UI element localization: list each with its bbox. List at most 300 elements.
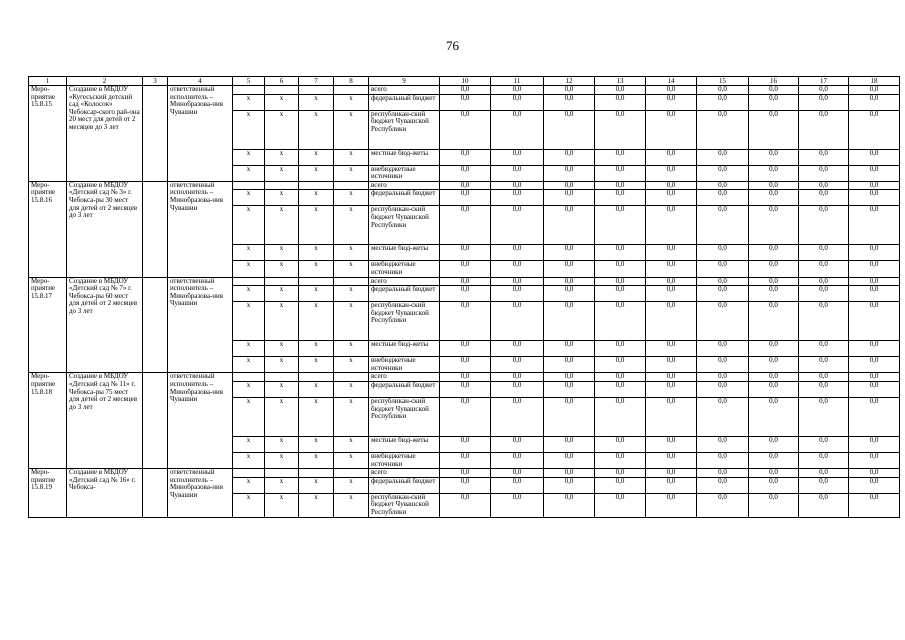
funding-source: местные бюд-жеты xyxy=(369,245,440,261)
amount-cell: 0,0 xyxy=(749,110,799,149)
amount-cell: 0,0 xyxy=(440,190,491,206)
amount-cell: 0,0 xyxy=(491,206,544,245)
x-mark-cell: x xyxy=(334,436,369,452)
amount-cell: 0,0 xyxy=(595,277,646,286)
amount-cell: 0,0 xyxy=(544,373,595,382)
event-executor: ответственный исполнитель – Минобразова-ния Чувашии xyxy=(168,277,233,373)
amount-cell: 0,0 xyxy=(749,181,799,190)
x-mark-cell: x xyxy=(299,357,334,373)
amount-cell: 0,0 xyxy=(697,357,749,373)
x-mark-cell: x xyxy=(334,397,369,436)
column-header: 6 xyxy=(265,77,299,86)
x-mark-cell: x xyxy=(233,286,265,302)
amount-cell: 0,0 xyxy=(595,94,646,110)
page-number: 76 xyxy=(446,38,459,53)
funding-source: республикан-ский бюджет Чувашской Республики xyxy=(369,302,440,341)
amount-cell: 0,0 xyxy=(595,493,646,517)
event-id: Меро-приятие 15.8.15 xyxy=(29,86,67,182)
amount-cell: 0,0 xyxy=(491,493,544,517)
amount-cell: 0,0 xyxy=(544,277,595,286)
event-executor: ответственный исполнитель – Минобразова-ния Чувашии xyxy=(168,86,233,182)
amount-cell: 0,0 xyxy=(646,277,697,286)
amount-cell: 0,0 xyxy=(595,245,646,261)
amount-cell: 0,0 xyxy=(491,86,544,95)
amount-cell: 0,0 xyxy=(646,206,697,245)
x-mark-cell xyxy=(334,86,369,95)
x-mark-cell: x xyxy=(233,245,265,261)
amount-cell: 0,0 xyxy=(491,436,544,452)
amount-cell: 0,0 xyxy=(749,477,799,493)
amount-cell: 0,0 xyxy=(749,149,799,165)
event-col3 xyxy=(143,277,168,373)
x-mark-cell: x xyxy=(334,165,369,181)
amount-cell: 0,0 xyxy=(595,452,646,468)
amount-cell: 0,0 xyxy=(595,206,646,245)
column-header: 5 xyxy=(233,77,265,86)
amount-cell: 0,0 xyxy=(440,452,491,468)
x-mark-cell: x xyxy=(265,110,299,149)
amount-cell: 0,0 xyxy=(799,493,849,517)
amount-cell: 0,0 xyxy=(440,397,491,436)
x-mark-cell: x xyxy=(334,452,369,468)
amount-cell: 0,0 xyxy=(440,341,491,357)
amount-cell: 0,0 xyxy=(544,302,595,341)
x-mark-cell: x xyxy=(299,190,334,206)
amount-cell: 0,0 xyxy=(440,493,491,517)
x-mark-cell: x xyxy=(233,149,265,165)
amount-cell: 0,0 xyxy=(491,477,544,493)
event-id: Меро-приятие 15.8.18 xyxy=(29,373,67,469)
x-mark-cell: x xyxy=(265,381,299,397)
amount-cell: 0,0 xyxy=(440,436,491,452)
x-mark-cell: x xyxy=(334,206,369,245)
amount-cell: 0,0 xyxy=(440,373,491,382)
amount-cell: 0,0 xyxy=(849,94,900,110)
column-header: 12 xyxy=(544,77,595,86)
amount-cell: 0,0 xyxy=(544,110,595,149)
amount-cell: 0,0 xyxy=(646,94,697,110)
column-header: 15 xyxy=(697,77,749,86)
amount-cell: 0,0 xyxy=(799,86,849,95)
x-mark-cell xyxy=(233,277,265,286)
amount-cell: 0,0 xyxy=(595,149,646,165)
x-mark-cell xyxy=(299,373,334,382)
amount-cell: 0,0 xyxy=(799,94,849,110)
amount-cell: 0,0 xyxy=(440,94,491,110)
event-description: Создание в МБДОУ «Детский сад № 16» г. Чебокса- xyxy=(67,469,143,517)
amount-cell: 0,0 xyxy=(491,381,544,397)
funding-source: федеральный бюджет xyxy=(369,477,440,493)
amount-cell: 0,0 xyxy=(440,381,491,397)
x-mark-cell: x xyxy=(265,165,299,181)
amount-cell: 0,0 xyxy=(799,452,849,468)
amount-cell: 0,0 xyxy=(646,181,697,190)
amount-cell: 0,0 xyxy=(646,493,697,517)
event-col3 xyxy=(143,373,168,469)
x-mark-cell: x xyxy=(334,110,369,149)
x-mark-cell xyxy=(334,469,369,478)
x-mark-cell xyxy=(334,277,369,286)
x-mark-cell xyxy=(265,373,299,382)
amount-cell: 0,0 xyxy=(749,86,799,95)
amount-cell: 0,0 xyxy=(749,206,799,245)
funding-source: внебюджетные источники xyxy=(369,261,440,277)
x-mark-cell: x xyxy=(334,381,369,397)
amount-cell: 0,0 xyxy=(697,469,749,478)
amount-cell: 0,0 xyxy=(799,190,849,206)
amount-cell: 0,0 xyxy=(697,381,749,397)
table-row xyxy=(29,277,900,286)
amount-cell: 0,0 xyxy=(491,149,544,165)
event-description: Создание в МБДОУ «Кугесьский детский сад «Колосок» Чебоксар-ского рай-она 20 мест для детей от 2 месяцев до 3 лет xyxy=(67,86,143,182)
amount-cell: 0,0 xyxy=(697,452,749,468)
amount-cell: 0,0 xyxy=(749,373,799,382)
amount-cell: 0,0 xyxy=(646,397,697,436)
amount-cell: 0,0 xyxy=(491,286,544,302)
x-mark-cell: x xyxy=(233,165,265,181)
amount-cell: 0,0 xyxy=(544,477,595,493)
x-mark-cell xyxy=(334,181,369,190)
x-mark-cell: x xyxy=(265,261,299,277)
amount-cell: 0,0 xyxy=(749,277,799,286)
amount-cell: 0,0 xyxy=(749,397,799,436)
x-mark-cell: x xyxy=(299,381,334,397)
column-header: 18 xyxy=(849,77,900,86)
amount-cell: 0,0 xyxy=(440,165,491,181)
column-header: 13 xyxy=(595,77,646,86)
amount-cell: 0,0 xyxy=(799,206,849,245)
x-mark-cell: x xyxy=(265,94,299,110)
x-mark-cell xyxy=(299,181,334,190)
x-mark-cell: x xyxy=(299,493,334,517)
x-mark-cell: x xyxy=(334,286,369,302)
x-mark-cell: x xyxy=(299,149,334,165)
funding-source: внебюджетные источники xyxy=(369,452,440,468)
amount-cell: 0,0 xyxy=(595,341,646,357)
x-mark-cell: x xyxy=(265,493,299,517)
amount-cell: 0,0 xyxy=(440,261,491,277)
x-mark-cell: x xyxy=(334,149,369,165)
event-id: Меро-приятие 15.8.19 xyxy=(29,469,67,517)
table-row xyxy=(29,373,900,382)
amount-cell: 0,0 xyxy=(491,181,544,190)
x-mark-cell xyxy=(299,86,334,95)
x-mark-cell xyxy=(334,373,369,382)
x-mark-cell: x xyxy=(233,493,265,517)
amount-cell: 0,0 xyxy=(646,110,697,149)
amount-cell: 0,0 xyxy=(595,436,646,452)
funding-source: местные бюд-жеты xyxy=(369,436,440,452)
x-mark-cell: x xyxy=(265,302,299,341)
event-id: Меро-приятие 15.8.17 xyxy=(29,277,67,373)
x-mark-cell: x xyxy=(265,397,299,436)
amount-cell: 0,0 xyxy=(595,357,646,373)
event-description: Создание в МБДОУ «Детский сад № 7» г. Чебокса-ры 60 мест для детей от 2 месяцев до 3 лет xyxy=(67,277,143,373)
amount-cell: 0,0 xyxy=(544,381,595,397)
x-mark-cell: x xyxy=(299,477,334,493)
amount-cell: 0,0 xyxy=(491,94,544,110)
x-mark-cell: x xyxy=(334,477,369,493)
x-mark-cell: x xyxy=(233,357,265,373)
amount-cell: 0,0 xyxy=(491,341,544,357)
amount-cell: 0,0 xyxy=(697,86,749,95)
amount-cell: 0,0 xyxy=(544,469,595,478)
x-mark-cell: x xyxy=(299,261,334,277)
amount-cell: 0,0 xyxy=(697,149,749,165)
amount-cell: 0,0 xyxy=(749,94,799,110)
amount-cell: 0,0 xyxy=(849,302,900,341)
x-mark-cell: x xyxy=(299,397,334,436)
amount-cell: 0,0 xyxy=(595,286,646,302)
column-header: 1 xyxy=(29,77,67,86)
amount-cell: 0,0 xyxy=(697,245,749,261)
x-mark-cell: x xyxy=(334,261,369,277)
column-header: 2 xyxy=(67,77,143,86)
amount-cell: 0,0 xyxy=(799,149,849,165)
amount-cell: 0,0 xyxy=(646,469,697,478)
x-mark-cell xyxy=(233,469,265,478)
amount-cell: 0,0 xyxy=(749,381,799,397)
x-mark-cell: x xyxy=(265,286,299,302)
amount-cell: 0,0 xyxy=(595,302,646,341)
x-mark-cell: x xyxy=(233,302,265,341)
amount-cell: 0,0 xyxy=(595,469,646,478)
amount-cell: 0,0 xyxy=(697,190,749,206)
column-header: 14 xyxy=(646,77,697,86)
amount-cell: 0,0 xyxy=(544,436,595,452)
amount-cell: 0,0 xyxy=(849,436,900,452)
x-mark-cell xyxy=(233,373,265,382)
event-executor: ответственный исполнитель – Минобразова-ния Чувашии xyxy=(168,181,233,277)
header-row xyxy=(29,77,900,86)
amount-cell: 0,0 xyxy=(849,86,900,95)
amount-cell: 0,0 xyxy=(799,110,849,149)
amount-cell: 0,0 xyxy=(749,469,799,478)
event-col3 xyxy=(143,86,168,182)
x-mark-cell: x xyxy=(299,436,334,452)
funding-source: местные бюд-жеты xyxy=(369,149,440,165)
event-description: Создание в МБДОУ «Детский сад № 11» г. Чебокса-ры 75 мест для детей от 2 месяцев до 3 лет xyxy=(67,373,143,469)
x-mark-cell xyxy=(233,181,265,190)
amount-cell: 0,0 xyxy=(491,452,544,468)
amount-cell: 0,0 xyxy=(799,341,849,357)
x-mark-cell: x xyxy=(265,341,299,357)
x-mark-cell: x xyxy=(334,245,369,261)
amount-cell: 0,0 xyxy=(491,397,544,436)
amount-cell: 0,0 xyxy=(749,357,799,373)
amount-cell: 0,0 xyxy=(799,181,849,190)
amount-cell: 0,0 xyxy=(849,149,900,165)
amount-cell: 0,0 xyxy=(595,373,646,382)
amount-cell: 0,0 xyxy=(544,245,595,261)
x-mark-cell: x xyxy=(299,245,334,261)
event-description: Создание в МБДОУ «Детский сад № 3» г. Чебокса-ры 30 мест для детей от 2 месяцев до 3 лет xyxy=(67,181,143,277)
amount-cell: 0,0 xyxy=(595,86,646,95)
amount-cell: 0,0 xyxy=(544,190,595,206)
amount-cell: 0,0 xyxy=(749,190,799,206)
amount-cell: 0,0 xyxy=(697,397,749,436)
amount-cell: 0,0 xyxy=(440,86,491,95)
event-col3 xyxy=(143,469,168,517)
amount-cell: 0,0 xyxy=(544,341,595,357)
x-mark-cell: x xyxy=(233,206,265,245)
amount-cell: 0,0 xyxy=(697,181,749,190)
amount-cell: 0,0 xyxy=(440,110,491,149)
x-mark-cell: x xyxy=(299,206,334,245)
x-mark-cell: x xyxy=(265,149,299,165)
x-mark-cell xyxy=(265,181,299,190)
x-mark-cell: x xyxy=(265,206,299,245)
amount-cell: 0,0 xyxy=(440,477,491,493)
amount-cell: 0,0 xyxy=(849,381,900,397)
amount-cell: 0,0 xyxy=(697,493,749,517)
funding-table xyxy=(28,76,900,518)
amount-cell: 0,0 xyxy=(697,477,749,493)
x-mark-cell: x xyxy=(233,436,265,452)
amount-cell: 0,0 xyxy=(646,341,697,357)
amount-cell: 0,0 xyxy=(749,286,799,302)
column-header: 3 xyxy=(143,77,168,86)
amount-cell: 0,0 xyxy=(799,381,849,397)
amount-cell: 0,0 xyxy=(849,397,900,436)
amount-cell: 0,0 xyxy=(491,373,544,382)
amount-cell: 0,0 xyxy=(544,357,595,373)
amount-cell: 0,0 xyxy=(544,452,595,468)
column-header: 17 xyxy=(799,77,849,86)
funding-source: местные бюд-жеты xyxy=(369,341,440,357)
amount-cell: 0,0 xyxy=(646,452,697,468)
amount-cell: 0,0 xyxy=(799,477,849,493)
amount-cell: 0,0 xyxy=(799,357,849,373)
amount-cell: 0,0 xyxy=(697,110,749,149)
funding-source: внебюджетные источники xyxy=(369,165,440,181)
amount-cell: 0,0 xyxy=(440,469,491,478)
amount-cell: 0,0 xyxy=(849,341,900,357)
amount-cell: 0,0 xyxy=(544,149,595,165)
amount-cell: 0,0 xyxy=(544,286,595,302)
amount-cell: 0,0 xyxy=(697,261,749,277)
x-mark-cell: x xyxy=(334,94,369,110)
amount-cell: 0,0 xyxy=(491,302,544,341)
amount-cell: 0,0 xyxy=(849,373,900,382)
x-mark-cell: x xyxy=(334,357,369,373)
event-id: Меро-приятие 15.8.16 xyxy=(29,181,67,277)
x-mark-cell: x xyxy=(334,493,369,517)
x-mark-cell: x xyxy=(233,190,265,206)
x-mark-cell: x xyxy=(233,381,265,397)
x-mark-cell xyxy=(299,469,334,478)
column-header: 7 xyxy=(299,77,334,86)
x-mark-cell: x xyxy=(233,452,265,468)
amount-cell: 0,0 xyxy=(595,110,646,149)
amount-cell: 0,0 xyxy=(697,436,749,452)
amount-cell: 0,0 xyxy=(749,493,799,517)
x-mark-cell: x xyxy=(265,245,299,261)
funding-source: федеральный бюджет xyxy=(369,286,440,302)
amount-cell: 0,0 xyxy=(595,181,646,190)
amount-cell: 0,0 xyxy=(646,477,697,493)
amount-cell: 0,0 xyxy=(544,165,595,181)
funding-source: федеральный бюджет xyxy=(369,190,440,206)
x-mark-cell xyxy=(265,469,299,478)
amount-cell: 0,0 xyxy=(697,94,749,110)
x-mark-cell: x xyxy=(334,341,369,357)
x-mark-cell: x xyxy=(233,261,265,277)
amount-cell: 0,0 xyxy=(697,341,749,357)
x-mark-cell: x xyxy=(299,110,334,149)
amount-cell: 0,0 xyxy=(595,397,646,436)
amount-cell: 0,0 xyxy=(799,245,849,261)
amount-cell: 0,0 xyxy=(749,302,799,341)
x-mark-cell: x xyxy=(299,341,334,357)
x-mark-cell: x xyxy=(299,452,334,468)
amount-cell: 0,0 xyxy=(544,86,595,95)
x-mark-cell: x xyxy=(233,341,265,357)
amount-cell: 0,0 xyxy=(799,397,849,436)
x-mark-cell xyxy=(233,86,265,95)
amount-cell: 0,0 xyxy=(749,261,799,277)
amount-cell: 0,0 xyxy=(849,261,900,277)
amount-cell: 0,0 xyxy=(491,110,544,149)
amount-cell: 0,0 xyxy=(799,261,849,277)
amount-cell: 0,0 xyxy=(544,206,595,245)
amount-cell: 0,0 xyxy=(544,94,595,110)
funding-source: республикан-ский бюджет Чувашской Республики xyxy=(369,110,440,149)
x-mark-cell: x xyxy=(334,302,369,341)
x-mark-cell: x xyxy=(265,190,299,206)
amount-cell: 0,0 xyxy=(491,261,544,277)
amount-cell: 0,0 xyxy=(849,286,900,302)
funding-source: федеральный бюджет xyxy=(369,381,440,397)
amount-cell: 0,0 xyxy=(799,286,849,302)
column-header: 11 xyxy=(491,77,544,86)
x-mark-cell: x xyxy=(265,357,299,373)
x-mark-cell xyxy=(299,277,334,286)
column-header: 9 xyxy=(369,77,440,86)
event-col3 xyxy=(143,181,168,277)
amount-cell: 0,0 xyxy=(749,165,799,181)
funding-source: всего xyxy=(369,277,440,286)
x-mark-cell: x xyxy=(233,397,265,436)
funding-source: республикан-ский бюджет Чувашской Республики xyxy=(369,206,440,245)
x-mark-cell: x xyxy=(299,165,334,181)
amount-cell: 0,0 xyxy=(646,286,697,302)
amount-cell: 0,0 xyxy=(544,397,595,436)
x-mark-cell: x xyxy=(233,110,265,149)
event-executor: ответственный исполнитель – Минобразова-ния Чувашии xyxy=(168,469,233,517)
amount-cell: 0,0 xyxy=(799,302,849,341)
amount-cell: 0,0 xyxy=(595,381,646,397)
x-mark-cell xyxy=(265,86,299,95)
amount-cell: 0,0 xyxy=(849,110,900,149)
funding-source: внебюджетные источники xyxy=(369,357,440,373)
amount-cell: 0,0 xyxy=(749,436,799,452)
amount-cell: 0,0 xyxy=(849,493,900,517)
amount-cell: 0,0 xyxy=(440,277,491,286)
x-mark-cell: x xyxy=(265,452,299,468)
amount-cell: 0,0 xyxy=(595,165,646,181)
amount-cell: 0,0 xyxy=(849,452,900,468)
amount-cell: 0,0 xyxy=(491,165,544,181)
amount-cell: 0,0 xyxy=(646,149,697,165)
table-row xyxy=(29,86,900,95)
amount-cell: 0,0 xyxy=(544,181,595,190)
amount-cell: 0,0 xyxy=(849,165,900,181)
column-header: 10 xyxy=(440,77,491,86)
amount-cell: 0,0 xyxy=(799,469,849,478)
amount-cell: 0,0 xyxy=(440,181,491,190)
table-row xyxy=(29,181,900,190)
